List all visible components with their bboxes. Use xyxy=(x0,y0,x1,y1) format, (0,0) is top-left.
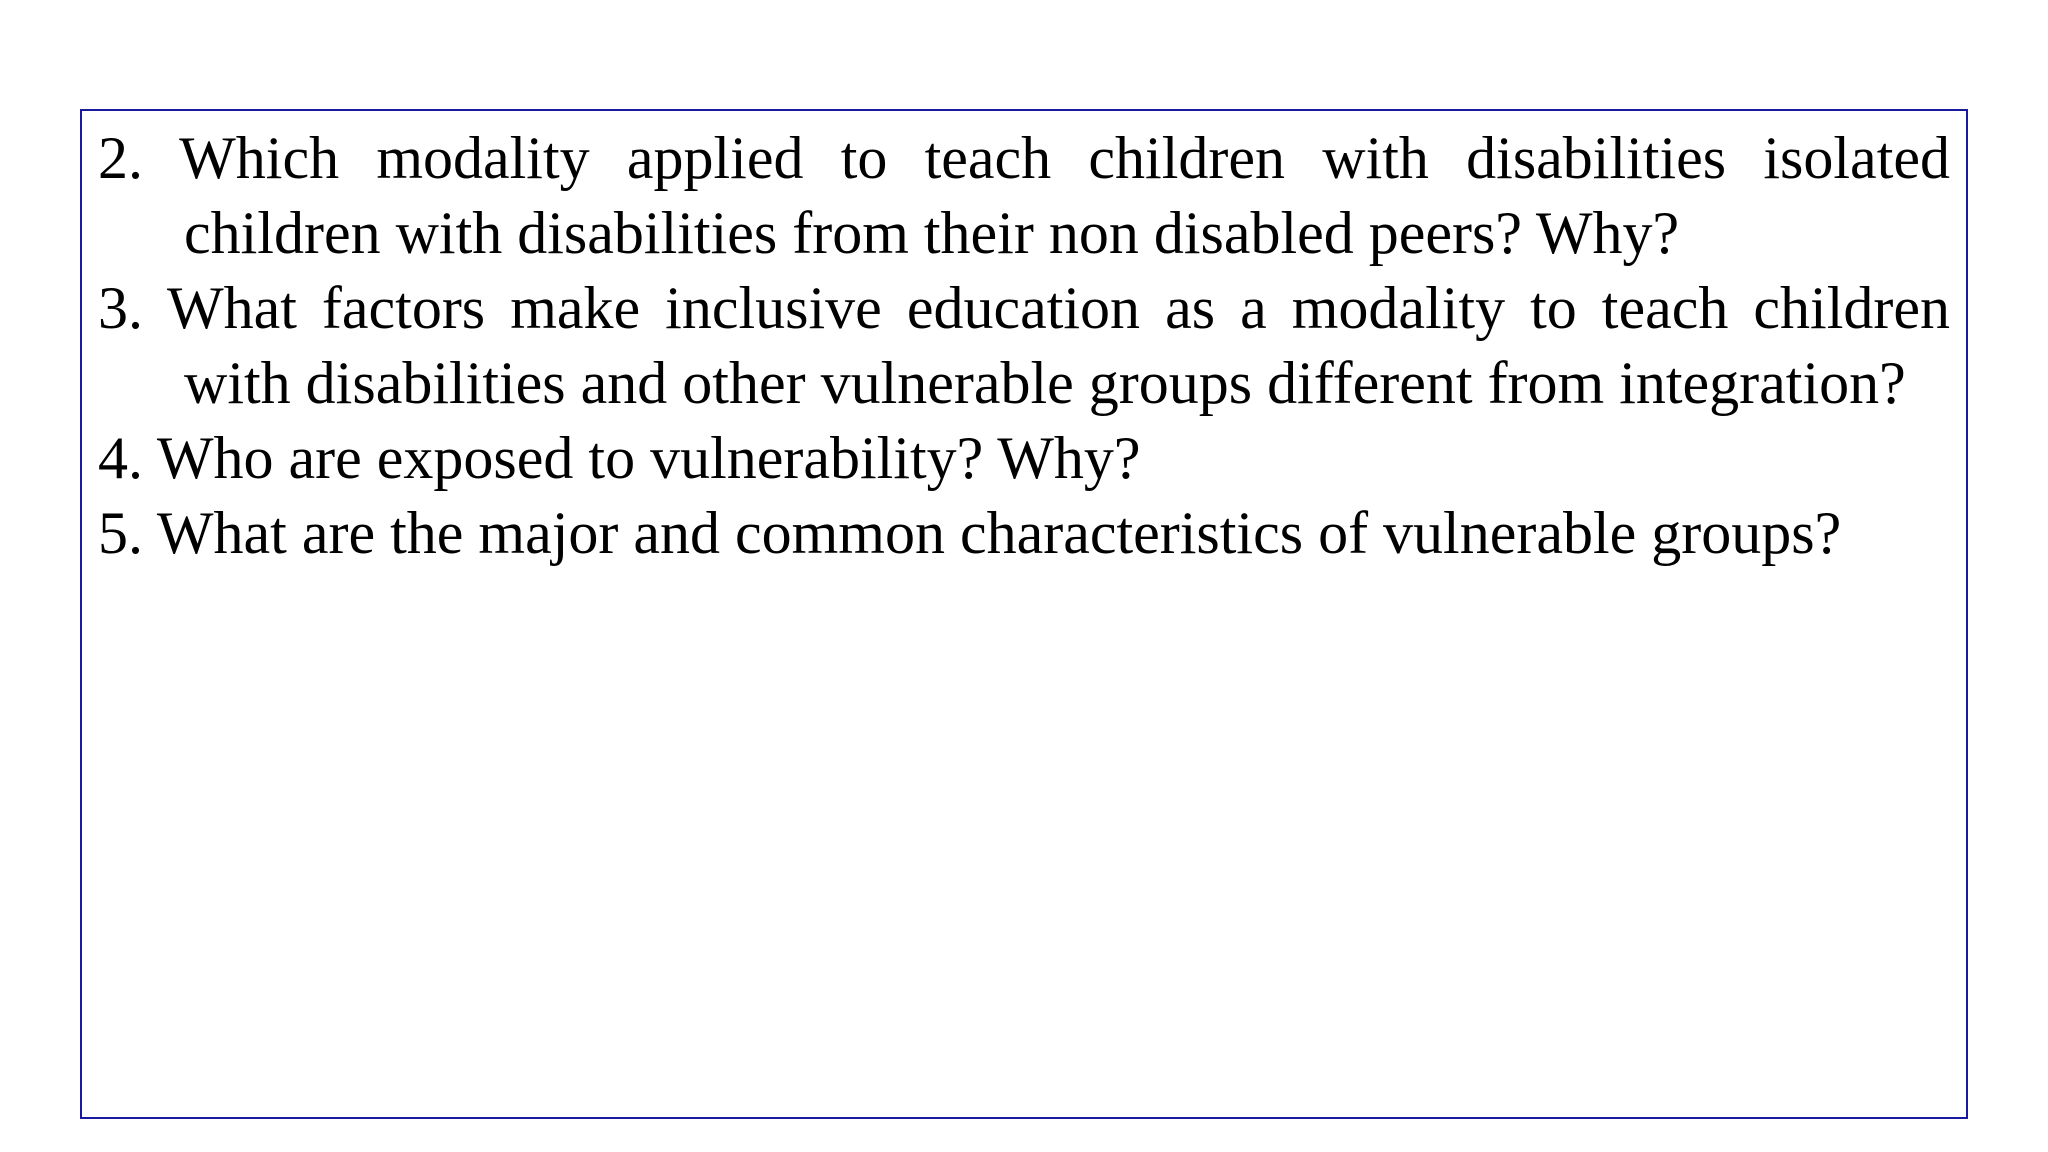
question-text: Who are exposed to vulnerability? Why? xyxy=(156,425,1141,491)
question-text: What factors make inclusive education as a modality to teach children with disabilities and other vulnerable groups different from integration? xyxy=(166,275,1950,416)
question-item-2 xyxy=(98,121,1950,271)
question-number: 3. xyxy=(98,275,143,341)
question-text: What are the major and common characteristics of vulnerable groups? xyxy=(156,500,1842,566)
question-text-box xyxy=(80,109,1968,1119)
question-item-4 xyxy=(98,421,1950,496)
question-number: 5. xyxy=(98,500,143,566)
question-item-5 xyxy=(98,496,1950,571)
question-list xyxy=(98,121,1950,571)
question-item-3 xyxy=(98,271,1950,421)
question-number: 2. xyxy=(98,125,143,191)
question-number: 4. xyxy=(98,425,143,491)
question-text: Which modality applied to teach children with disabilities isolated children with disabilities from their non disabled peers? Why? xyxy=(179,125,1950,266)
